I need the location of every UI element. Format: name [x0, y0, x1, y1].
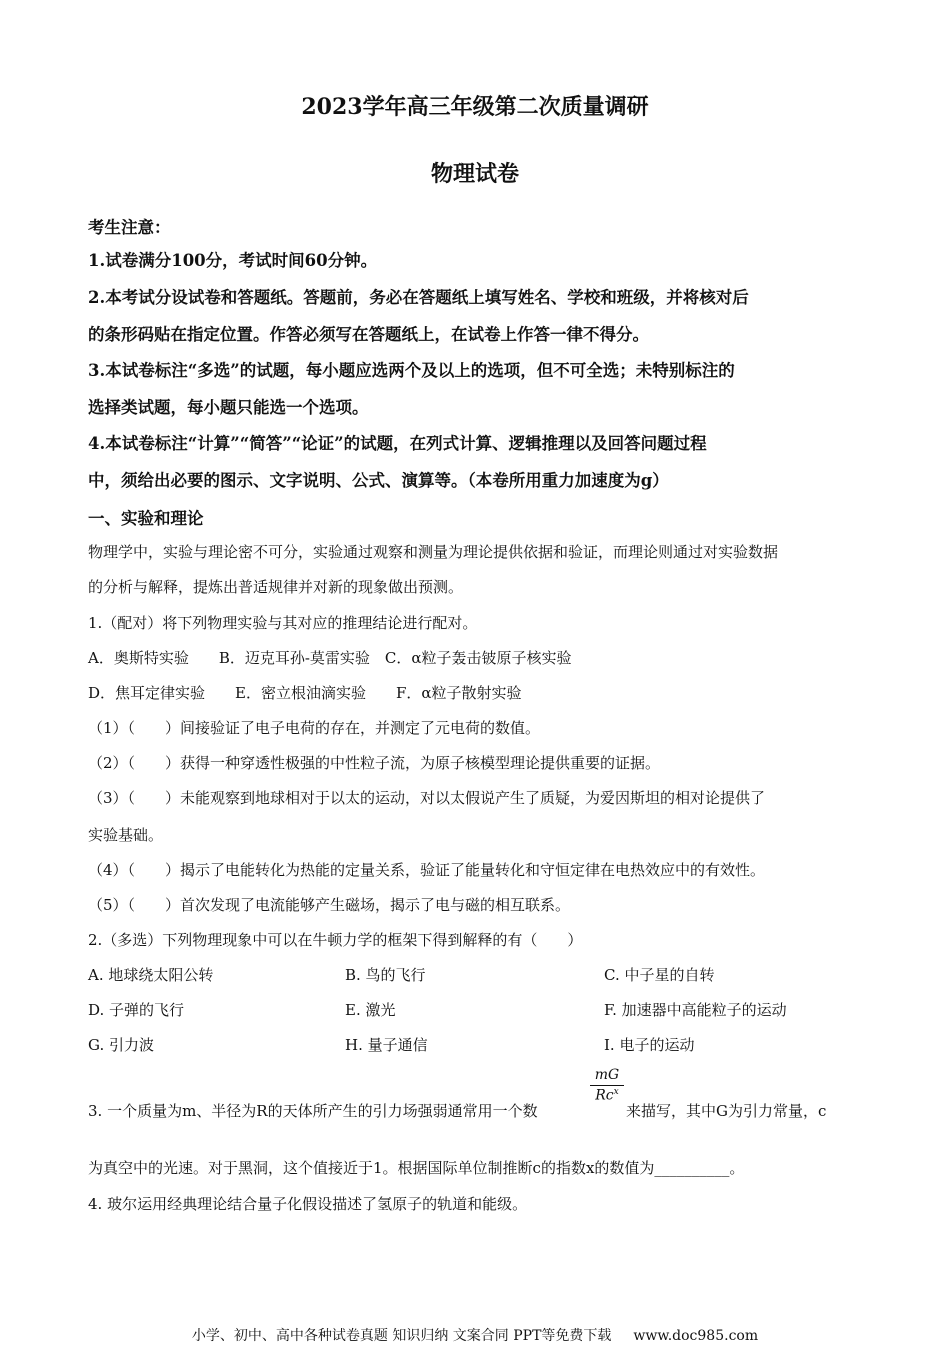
q3-fraction — [590, 1067, 624, 1104]
section-intro: 的分析与解释，提炼出普适规律并对新的现象做出预测。 — [88, 578, 464, 596]
q3-fraction-den-text: Rc — [595, 1087, 614, 1104]
q2-option: C. 中子星的自转 — [604, 966, 715, 984]
notice-heading: 考生注意： — [88, 218, 171, 237]
exam-subtitle: 物理试卷 — [430, 161, 519, 187]
notice-line: 2.本考试分设试卷和答题纸。答题前，务必在答题纸上填写姓名、学校和班级，并将核对后 — [88, 288, 749, 307]
q2-option: H. 量子通信 — [345, 1036, 428, 1054]
q2-option: F. 加速器中高能粒子的运动 — [604, 1001, 787, 1019]
q3-fraction-numerator: mG — [590, 1067, 624, 1086]
q2-option: E. 激光 — [345, 1001, 396, 1019]
q3-line2: 为真空中的光速。对于黑洞，这个值接近于1。根据国际单位制推断c的指数x的数值为__________。 — [88, 1159, 745, 1177]
q1-item: （2）（ ）获得一种穿透性极强的中性粒子流，为原子核模型理论提供重要的证据。 — [88, 754, 661, 772]
exam-title: 2023学年高三年级第二次质量调研 — [301, 94, 649, 120]
q2-option: I. 电子的运动 — [604, 1036, 695, 1054]
notice-line: 中，须给出必要的图示、文字说明、公式、演算等。（本卷所用重力加速度为g） — [88, 471, 669, 490]
q1-options: D．焦耳定律实验 E．密立根油滴实验 F．α粒子散射实验 — [88, 684, 522, 702]
notice-line: 选择类试题，每小题只能选一个选项。 — [88, 398, 369, 417]
q2-option: A. 地球绕太阳公转 — [88, 966, 214, 984]
q3-fraction-exponent: x — [613, 1087, 619, 1097]
q2-stem: 2.（多选）下列物理现象中可以在牛顿力学的框架下得到解释的有（ ） — [88, 931, 583, 949]
q1-stem: 1.（配对）将下列物理实验与其对应的推理结论进行配对。 — [88, 614, 478, 632]
q4-stem: 4. 玻尔运用经典理论结合量子化假设描述了氢原子的轨道和能级。 — [88, 1195, 528, 1213]
section-intro: 物理学中，实验与理论密不可分，实验通过观察和测量为理论提供依据和验证，而理论则通过对实验数据 — [88, 543, 779, 561]
q1-item: 实验基础。 — [88, 826, 164, 844]
q1-options: A．奥斯特实验 B．迈克耳孙-莫雷实验 C．α粒子轰击铍原子核实验 — [88, 649, 572, 667]
q1-item: （5）（ ）首次发现了电流能够产生磁场，揭示了电与磁的相互联系。 — [88, 896, 571, 914]
q3-text-after: 来描写，其中G为引力常量，c — [626, 1102, 827, 1120]
q2-option: D. 子弹的飞行 — [88, 1001, 185, 1019]
footer-site-link[interactable]: www.doc985.com — [633, 1328, 759, 1344]
page-footer — [0, 1325, 950, 1345]
notice-line: 1.试卷满分100分，考试时间60分钟。 — [88, 251, 378, 270]
q2-option: G. 引力波 — [88, 1036, 154, 1054]
notice-line: 的条形码贴在指定位置。作答必须写在答题纸上，在试卷上作答一律不得分。 — [88, 325, 649, 344]
q1-item: （3）（ ）未能观察到地球相对于以太的运动，对以太假说产生了质疑，为爱因斯坦的相对论提供了 — [88, 789, 766, 807]
q1-item: （4）（ ）揭示了电能转化为热能的定量关系，验证了能量转化和守恒定律在电热效应中的有效性。 — [88, 861, 766, 879]
q3-text-before: 3. 一个质量为m、半径为R的天体所产生的引力场强弱通常用一个数 — [88, 1102, 538, 1120]
section-heading: 一、实验和理论 — [88, 509, 204, 528]
q1-item: （1）（ ）间接验证了电子电荷的存在，并测定了元电荷的数值。 — [88, 719, 541, 737]
q2-option: B. 鸟的飞行 — [345, 966, 426, 984]
footer-text: 小学、初中、高中各种试卷真题 知识归纳 文案合同 PPT等免费下载 — [191, 1328, 612, 1344]
notice-line: 4.本试卷标注“计算”“简答”“论证”的试题，在列式计算、逻辑推理以及回答问题过程 — [88, 434, 707, 453]
notice-line: 3.本试卷标注“多选”的试题，每小题应选两个及以上的选项，但不可全选；未特别标注的 — [88, 361, 735, 380]
q3-fraction-denominator — [590, 1086, 624, 1104]
